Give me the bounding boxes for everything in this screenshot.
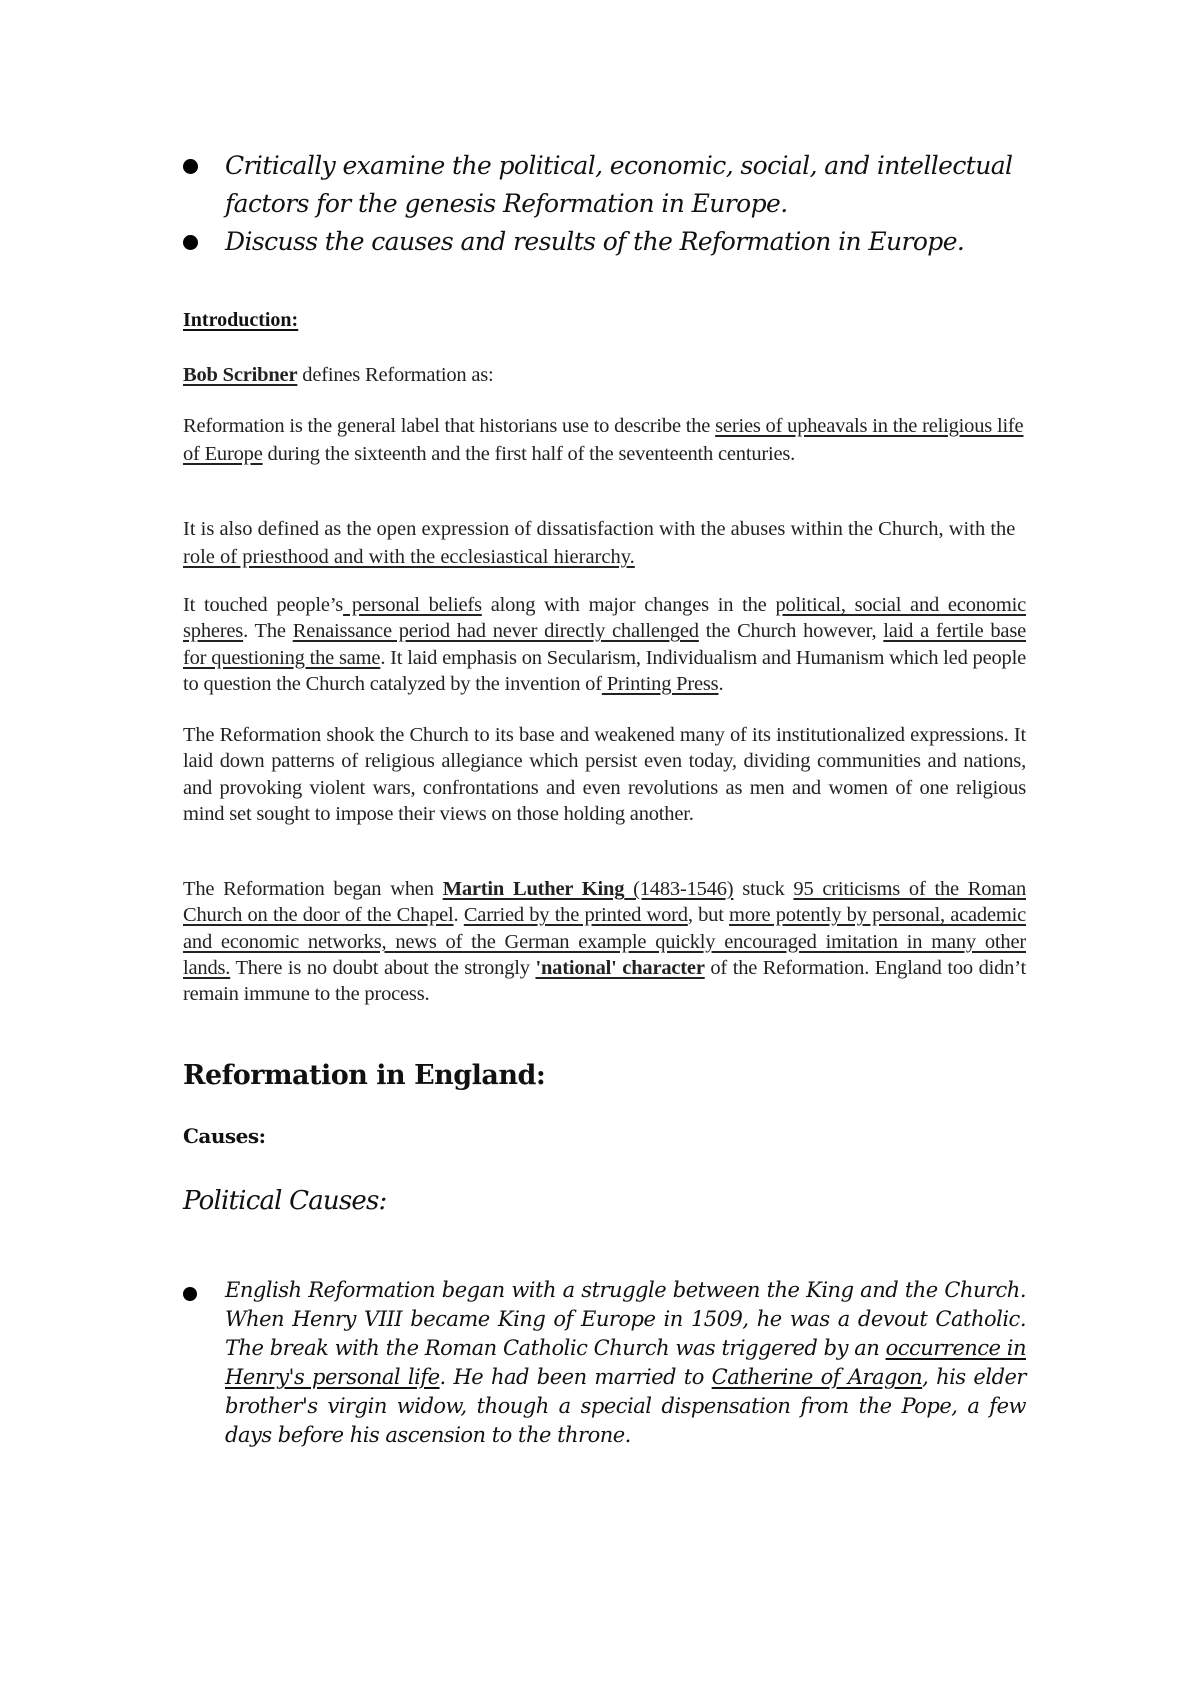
- question-list: [183, 147, 1026, 261]
- definition-paragraph: Reformation is the general label that historians use to describe the series of upheavals in the religious life of Europe during the sixteenth and the first half of the seventeenth centuries.: [183, 415, 1024, 465]
- causes-heading: Causes:: [183, 1124, 266, 1148]
- question-item: [183, 223, 1026, 261]
- began-paragraph: The Reformation began when Martin Luther King (1483-1546) stuck 95 criticisms of the Roman Church on the door of the Chapel. Carried by the printed word, but more potently by personal, academic and economic networks, news of the German example quickly encouraged imitation in many other lands. There is no doubt about the strongly 'national' character of the Reformation. England too didn’t remain immune to the process.: [183, 878, 1026, 1006]
- question-item: [183, 147, 1026, 223]
- bullet-icon: [183, 159, 198, 174]
- question-text: Critically examine the political, economic, social, and intellectual factors for the genesis Reformation in Europe.: [225, 151, 1013, 218]
- bullet-icon: [183, 1287, 197, 1301]
- author-name: Bob Scribner: [183, 364, 298, 386]
- scribner-line: Bob Scribner defines Reformation as:: [183, 364, 494, 386]
- introduction-heading: Introduction:: [183, 309, 299, 331]
- shook-paragraph: The Reformation shook the Church to its base and weakened many of its institutionalized expressions. It laid down patterns of religious allegiance which persist even today, dividing communities and nations, and provoking violent wars, confrontations and even revolutions as men and women of one religious mind set sought to impose their views on those holding another.: [183, 724, 1026, 825]
- question-text: Discuss the causes and results of the Reformation in Europe.: [225, 227, 965, 256]
- political-causes-heading: Political Causes:: [183, 1186, 387, 1216]
- touched-paragraph: It touched people’s personal beliefs along with major changes in the political, social and economic spheres. The Renaissance period had never directly challenged the Church however, laid a fertile base for questioning the same. It laid emphasis on Secularism, Individualism and Humanism which led people to question the Church catalyzed by the invention of Printing Press.: [183, 594, 1026, 695]
- political-causes-list: [183, 1276, 1026, 1450]
- england-heading: Reformation in England:: [183, 1060, 546, 1091]
- person-name: Martin Luther King: [442, 878, 625, 900]
- bullet-icon: [183, 235, 198, 250]
- political-cause-item: English Reformation began with a struggle between the King and the Church. When Henry VIII became King of Europe in 1509, he was a devout Catholic. The break with the Roman Catholic Church was triggered by an occurrence in Henry's personal life. He had been married to Catherine of Aragon, his elder brother's virgin widow, though a special dispensation from the Pope, a few days before his ascension to the throne.: [183, 1276, 1026, 1450]
- also-defined-paragraph: It is also defined as the open expression of dissatisfaction with the abuses within the Church, with the role of priesthood and with the ecclesiastical hierarchy.: [183, 518, 1016, 568]
